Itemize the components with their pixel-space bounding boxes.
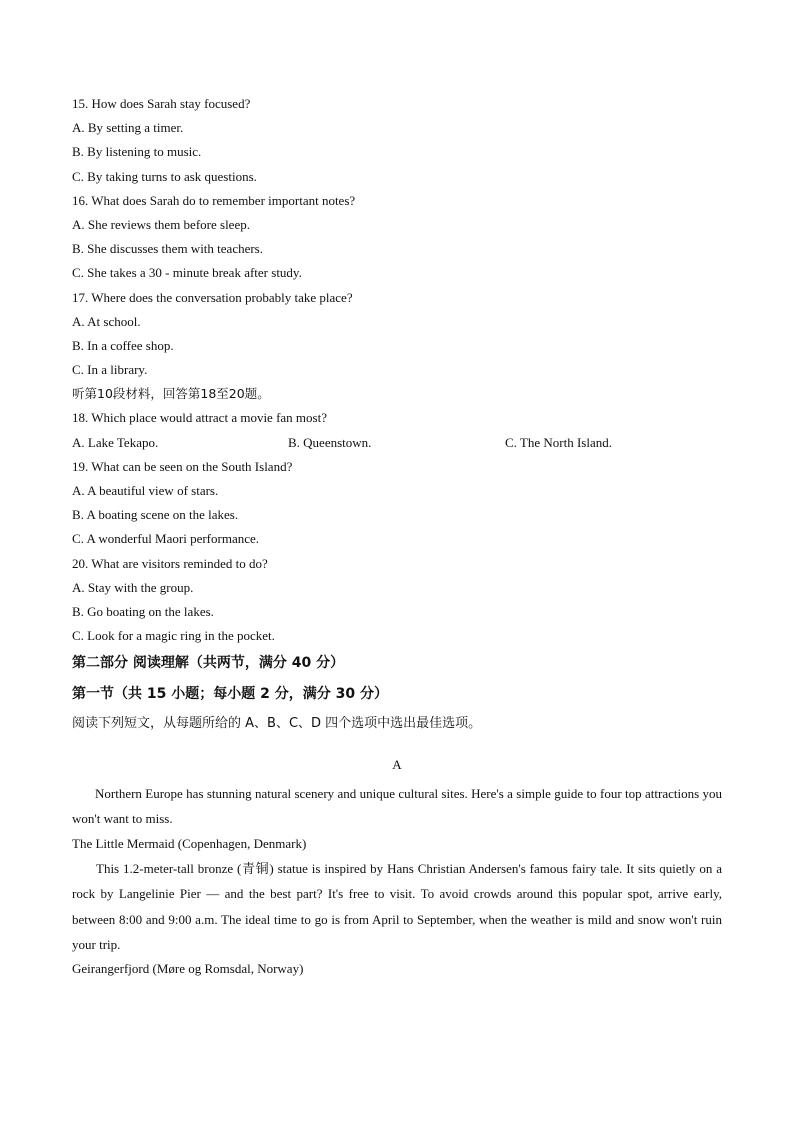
option-15c: C. By taking turns to ask questions. (72, 168, 257, 184)
option-19c: C. A wonderful Maori performance. (72, 531, 260, 547)
option-16b: B. She discusses them with teachers. (72, 241, 263, 257)
question-18: 18. Which place would attract a movie fan most? (72, 410, 327, 426)
question-17: 17. Where does the conversation probably take place? (72, 289, 353, 305)
option-16a: A. She reviews them before sleep. (72, 216, 250, 232)
site-2-title: Geirangerfjord (Møre og Romsdal, Norway) (72, 960, 304, 976)
site-1-title: The Little Mermaid (Copenhagen, Denmark) (72, 835, 307, 851)
option-17a: A. At school. (72, 313, 141, 329)
option-19a: A. A beautiful view of stars. (72, 483, 219, 498)
option-15a: A. By setting a timer. (72, 120, 184, 136)
option-16c: C. She takes a 30 - minute break after study. (72, 265, 302, 281)
question-15: 15. How does Sarah stay focused? (72, 96, 251, 111)
question-20: 20. What are visitors reminded to do? (72, 555, 268, 571)
option-20b: B. Go boating on the lakes. (72, 603, 214, 619)
question-16: 16. What does Sarah do to remember important notes? (72, 192, 356, 208)
option-19b: B. A boating scene on the lakes. (72, 507, 239, 523)
section-10-instruction: 听第10段材料，回答第18至20题。 (72, 386, 270, 402)
option-18a: A. Lake Tekapo. (72, 434, 159, 450)
reading-instruction: 阅读下列短文，从每题所给的 A、B、C、D 四个选项中选出最佳选项。 (72, 716, 482, 732)
option-17b: B. In a coffee shop. (72, 337, 174, 353)
passage-intro: Northern Europe has stunning natural scenery and unique cultural sites. Here's a simple guide to four top attractions you won't want to miss. (72, 786, 722, 826)
question-19: 19. What can be seen on the South Island? (72, 458, 293, 474)
option-20c: C. Look for a magic ring in the pocket. (72, 628, 275, 644)
option-20a: A. Stay with the group. (72, 579, 194, 595)
option-18b: B. Queenstown. (288, 434, 372, 450)
option-18c: C. The North Island. (505, 434, 612, 450)
section-one-heading: 第一节（共 15 小题；每小题 2 分，满分 30 分） (72, 686, 388, 703)
option-17c: C. In a library. (72, 362, 148, 378)
exam-page (72, 92, 722, 982)
option-15b: B. By listening to music. (72, 144, 202, 160)
site-1-text: This 1.2-meter-tall bronze (青铜) statue is inspired by Hans Christian Andersen's famous fairy tale. It sits quietly on a rock by Langelinie Pier — and the best part? It's free to visit. To avoid crowds around this popular spot, arrive early, between 8:00 and 9:00 a.m. The ideal time to go is from April to September, when the weather is mild and snow won't ruin your trip. (72, 861, 722, 952)
options-18-row (72, 431, 722, 455)
part-two-heading: 第二部分 阅读理解（共两节，满分 40 分） (72, 655, 345, 672)
passage-label: A (392, 757, 402, 773)
